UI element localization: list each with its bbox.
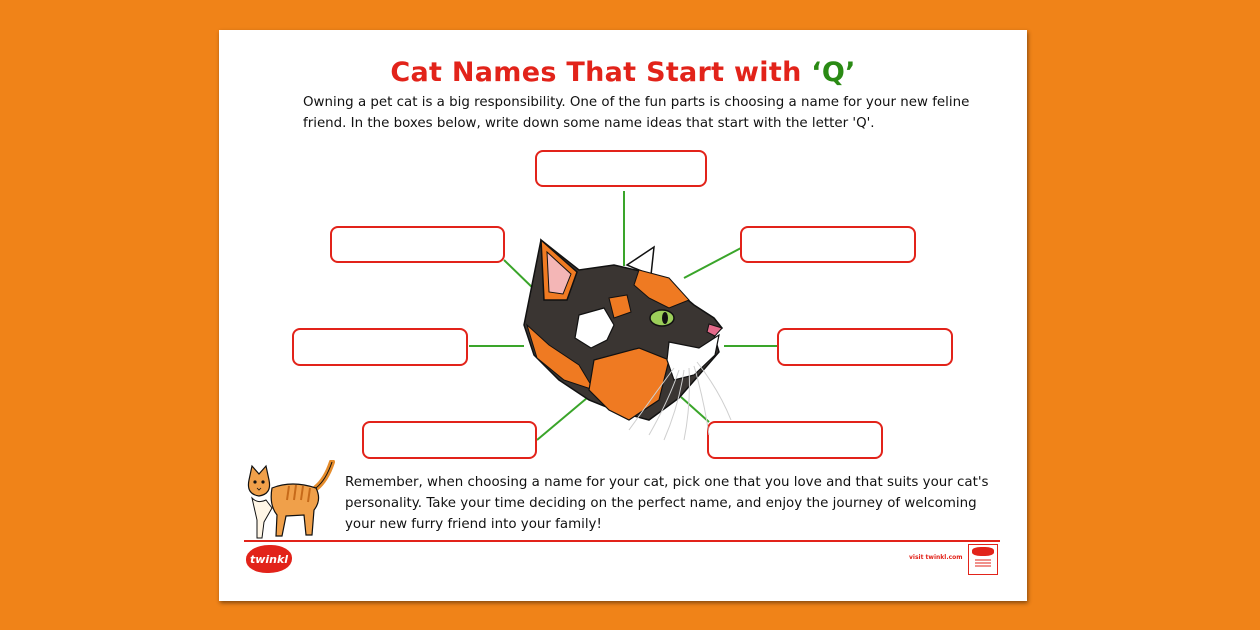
twinkl-logo[interactable]: [246, 545, 292, 573]
remember-text: Remember, when choosing a name for your cat, pick one that you love and that suits your cat's personality. Take your time deciding on the perfect name, and enjoy the journey of welcoming your new furry friend into your family!: [345, 475, 989, 532]
title-letter: ‘Q’: [811, 57, 856, 88]
title-text: Cat Names That Start with: [390, 57, 812, 88]
badge-seal-icon: [970, 558, 996, 569]
visit-link[interactable]: visit twinkl.com: [909, 554, 963, 561]
intro-text: Owning a pet cat is a big responsibility. One of the fun parts is choosing a name for your new feline friend. In the boxes below, write down some name ideas that start with the letter 'Q'.: [303, 95, 970, 131]
name-box-upper-left[interactable]: [330, 226, 505, 263]
quality-badge: [968, 544, 998, 575]
name-box-lower-left[interactable]: [362, 421, 537, 459]
footer-rule: [244, 540, 1000, 542]
name-box-top[interactable]: [535, 150, 707, 187]
name-box-middle-left[interactable]: [292, 328, 468, 366]
badge-logo-icon: [972, 547, 994, 556]
name-box-middle-right[interactable]: [777, 328, 953, 366]
name-box-upper-right[interactable]: [740, 226, 916, 263]
calico-cat-head-illustration: [519, 230, 734, 445]
twinkl-logo-text: twinkl: [249, 552, 289, 566]
badge-lines-icon: [973, 558, 993, 568]
ginger-cat-illustration: [244, 460, 339, 540]
worksheet-page: [219, 30, 1027, 601]
